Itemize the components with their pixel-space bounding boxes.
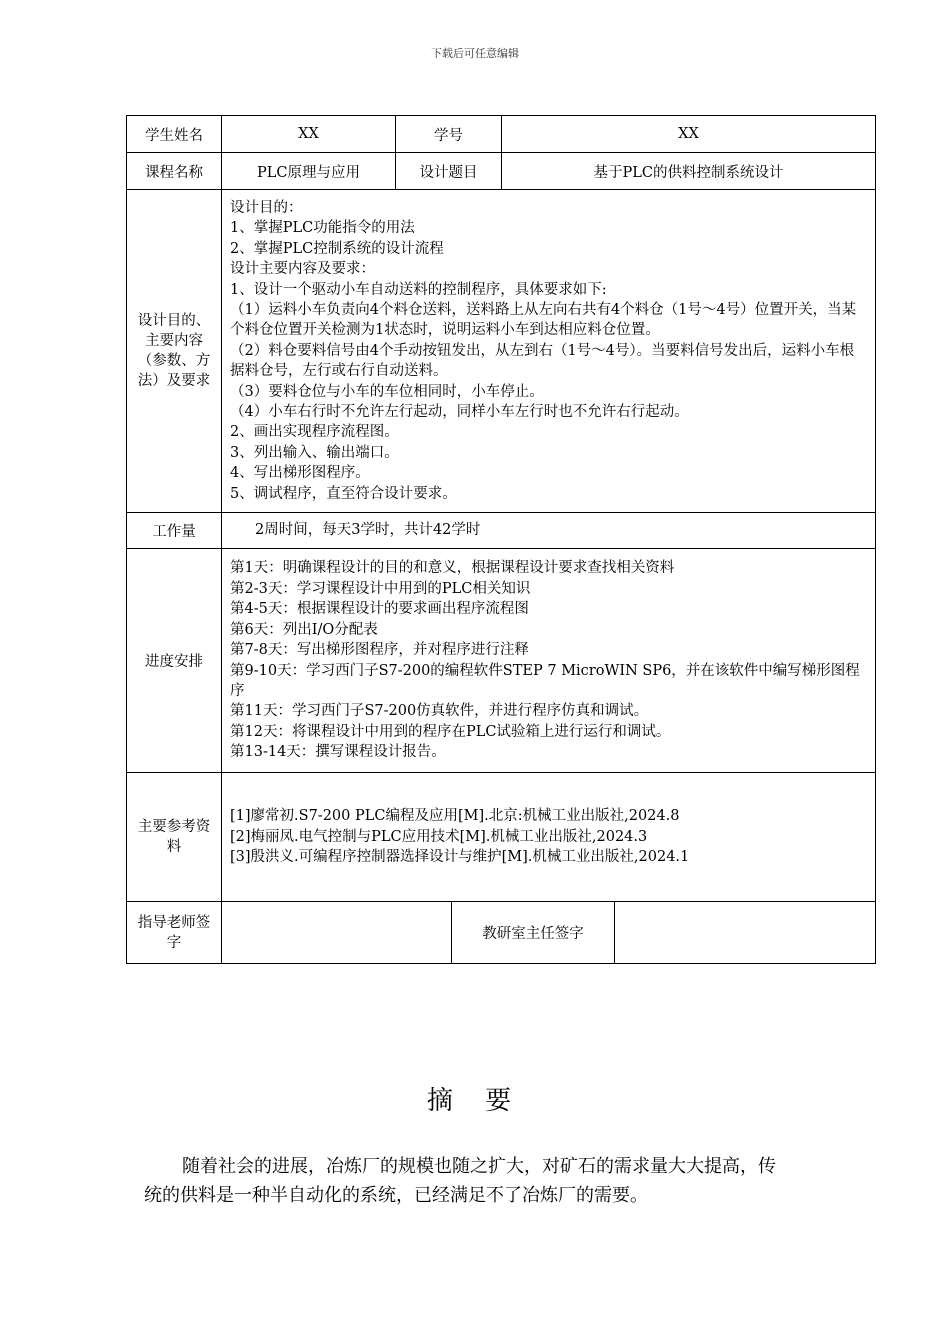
design-line: 设计目的： — [230, 199, 303, 216]
design-line: （2）料仓要料信号由4个手动按钮发出，从左到右（1号～4号）。当要料信号发出后，运料小车根据料仓号，左行或右行自动送料。 — [230, 342, 855, 380]
schedule-line: 第12天：将课程设计中用到的程序在PLC试验箱上进行运行和调试。 — [230, 723, 671, 740]
schedule-label: 进度安排 — [127, 549, 222, 773]
course-design-form — [126, 115, 876, 964]
design-content — [222, 190, 876, 513]
course-value: PLC原理与应用 — [222, 153, 396, 190]
design-line: 2、掌握PLC控制系统的设计流程 — [230, 240, 444, 257]
student-name-value: XX — [222, 116, 396, 153]
refs-label: 主要参考资料 — [127, 773, 222, 902]
abstract-text: 随着社会的进展，冶炼厂的规模也随之扩大，对矿石的需求量大大提高，传统的供料是一种半自动化的系统，已经满足不了冶炼厂的需要。 — [144, 1156, 776, 1206]
advisor-sign-label: 指导老师签字 — [127, 902, 222, 964]
design-label: 设计目的、主要内容（参数、方法）及要求 — [127, 190, 222, 513]
design-line: 5、调试程序，直至符合设计要求。 — [230, 485, 457, 502]
topic-value: 基于PLC的供料控制系统设计 — [502, 153, 876, 190]
design-line: 2、画出实现程序流程图。 — [230, 424, 399, 441]
advisor-sign-field[interactable] — [222, 902, 452, 964]
schedule-line: 第9-10天：学习西门子S7-200的编程软件STEP 7 MicroWIN SP6，并在该软件中编写梯形图程序 — [230, 662, 860, 699]
design-line: 3、列出输入、输出端口。 — [230, 444, 399, 461]
header-note: 下载后可任意编辑 — [431, 47, 519, 60]
schedule-line: 第2-3天：学习课程设计中用到的PLC相关知识 — [230, 580, 531, 597]
director-sign-label: 教研室主任签字 — [452, 902, 615, 964]
schedule-line: 第13-14天：撰写课程设计报告。 — [230, 744, 446, 761]
abstract-title: 摘 要 — [426, 1086, 524, 1116]
design-line: （4）小车右行时不允许左行起动，同样小车左行时也不允许右行起动。 — [230, 404, 689, 421]
design-line: 4、写出梯形图程序。 — [230, 465, 370, 482]
schedule-line: 第7-8天：写出梯形图程序，并对程序进行注释 — [230, 642, 529, 659]
schedule-line: 第6天：列出I/O分配表 — [230, 621, 378, 638]
student-id-value: XX — [502, 116, 876, 153]
workload-label: 工作量 — [127, 513, 222, 549]
design-line: 1、掌握PLC功能指令的用法 — [230, 220, 415, 237]
schedule-content — [222, 549, 876, 773]
director-sign-field[interactable] — [615, 902, 876, 964]
schedule-line: 第4-5天：根据课程设计的要求画出程序流程图 — [230, 601, 529, 618]
reference-item: [1]廖常初.S7-200 PLC编程及应用[M].北京:机械工业出版社,2024.8 — [230, 808, 680, 825]
design-line: 1、设计一个驱动小车自动送料的控制程序，具体要求如下: — [230, 281, 607, 298]
student-id-label: 学号 — [396, 116, 502, 153]
schedule-line: 第11天：学习西门子S7-200仿真软件，并进行程序仿真和调试。 — [230, 703, 649, 720]
workload-value: 2周时间，每天3学时，共计42学时 — [255, 522, 481, 539]
refs-content — [222, 773, 876, 902]
course-label: 课程名称 — [127, 153, 222, 190]
student-name-label: 学生姓名 — [127, 116, 222, 153]
schedule-line: 第1天：明确课程设计的目的和意义，根据课程设计要求查找相关资料 — [230, 560, 675, 577]
design-line: 设计主要内容及要求： — [230, 261, 375, 278]
reference-item: [2]梅丽凤.电气控制与PLC应用技术[M].机械工业出版社,2024.3 — [230, 828, 648, 845]
topic-label: 设计题目 — [396, 153, 502, 190]
design-line: （1）运料小车负责向4个料仓送料，送料路上从左向右共有4个料仓（1号～4号）位置开关，当某个料仓位置开关检测为1状态时，说明运料小车到达相应料仓位置。 — [230, 301, 857, 339]
reference-item: [3]殷洪义.可编程序控制器选择设计与维护[M].机械工业出版社,2024.1 — [230, 849, 690, 866]
design-line: （3）要料仓位与小车的车位相同时，小车停止。 — [230, 383, 544, 400]
